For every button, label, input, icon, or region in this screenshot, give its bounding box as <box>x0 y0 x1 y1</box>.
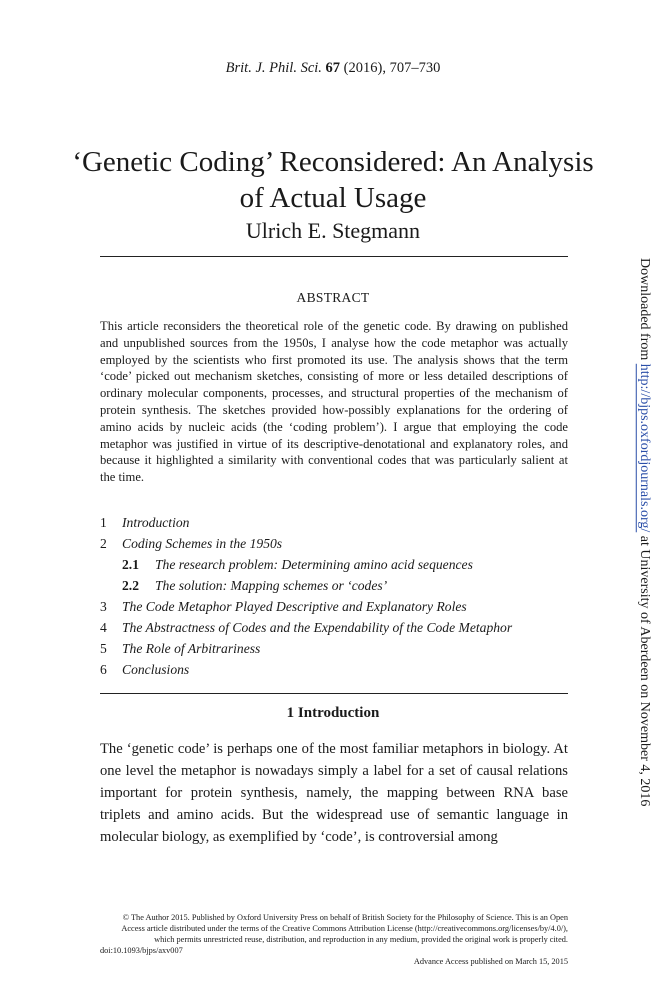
section-heading: 1 Introduction <box>286 705 380 721</box>
toc-item[interactable] <box>100 617 580 638</box>
toc-label: The Role of Arbitrariness <box>122 641 261 656</box>
download-prefix: Downloaded from <box>637 258 652 364</box>
toc-item[interactable] <box>100 533 580 554</box>
toc-label: Introduction <box>122 515 190 530</box>
toc-number: 3 <box>100 599 107 614</box>
toc-number: 1 <box>100 515 107 530</box>
toc-subitem[interactable] <box>100 575 580 596</box>
toc-label: The Code Metaphor Played Descriptive and Explanatory Roles <box>122 599 467 614</box>
article-author: Ulrich E. Stegmann <box>245 218 421 243</box>
download-note-text <box>634 258 654 806</box>
divider-top <box>100 256 568 257</box>
journal-volume: 67 <box>325 60 341 76</box>
table-of-contents <box>100 512 580 680</box>
download-link[interactable]: http://bjps.oxfordjournals.org/ <box>637 363 652 533</box>
toc-label: The Abstractness of Codes and the Expendability of the Code Metaphor <box>122 620 513 635</box>
abstract-heading: ABSTRACT <box>296 290 370 305</box>
toc-item[interactable] <box>100 596 580 617</box>
toc-number: 2 <box>100 536 107 551</box>
toc-subitem[interactable] <box>100 554 580 575</box>
toc-number: 6 <box>100 662 107 677</box>
toc-label: Conclusions <box>122 662 190 677</box>
download-suffix: at University of Aberdeen on November 4, 2016 <box>637 532 652 807</box>
abstract-text: This article reconsiders the theoretical role of the genetic code. By drawing on published and unpublished sources from the 1950s, I analyse how the code metaphor was actually employed by the scientists who first promoted its use. The analysis shows that the term ‘code’ picked out mechanism sketches, consisting of more or less detailed descriptions of ordinary molecular components, processes, and structural properties of the mechanism of protein synthesis. The sketches provided how-possibly explanations for the ordering of amino acids by nucleic acids (the ‘coding problem’). I argue that employing the code metaphor was justified in virtue of its descriptive-denotational and explanatory roles, and because it highlighted a similarity with conventional codes that was particularly salient at the time. <box>100 319 568 485</box>
toc-number: 2.1 <box>122 557 139 572</box>
journal-reference <box>0 60 666 77</box>
advance-access-note: Advance Access published on March 15, 2015 <box>413 957 568 966</box>
divider-bottom <box>100 693 568 694</box>
toc-number: 5 <box>100 641 107 656</box>
toc-label: Coding Schemes in the 1950s <box>122 536 283 551</box>
toc-label: The solution: Mapping schemes or ‘codes’ <box>155 578 388 593</box>
section-body-text: The ‘genetic code’ is perhaps one of the most familiar metaphors in biology. At one level the metaphor is nowadays simply a label for a set of causal relations important for protein synthesis, namely, the mapping between RNA base triplets and amino acids. But the widespread use of semantic language in molecular biology, as exemplified by ‘code’, is controversial among <box>100 741 568 845</box>
journal-year-pages: (2016), 707–730 <box>343 60 441 76</box>
doi: doi:10.1093/bjps/axv007 <box>100 946 183 955</box>
toc-label: The research problem: Determining amino acid sequences <box>155 557 473 572</box>
download-watermark <box>634 258 654 807</box>
journal-name: Brit. J. Phil. Sci. <box>225 60 322 76</box>
copyright-notice: © The Author 2015. Published by Oxford University Press on behalf of British Society for the Philosophy of Science. This is an Open Access article distributed under the terms of the Creative Commons Attribution License (http://creativecommons.org/licenses/by/4.0/), which permits unrestricted reuse, distribution, and reproduction in any medium, provided the original work is properly cited. <box>121 913 568 944</box>
toc-item[interactable] <box>100 659 580 680</box>
article-title: ‘Genetic Coding’ Reconsidered: An Analysis of Actual Usage <box>72 146 594 214</box>
toc-number: 2.2 <box>122 578 139 593</box>
toc-item[interactable] <box>100 638 580 659</box>
toc-item[interactable] <box>100 512 580 533</box>
toc-number: 4 <box>100 620 107 635</box>
